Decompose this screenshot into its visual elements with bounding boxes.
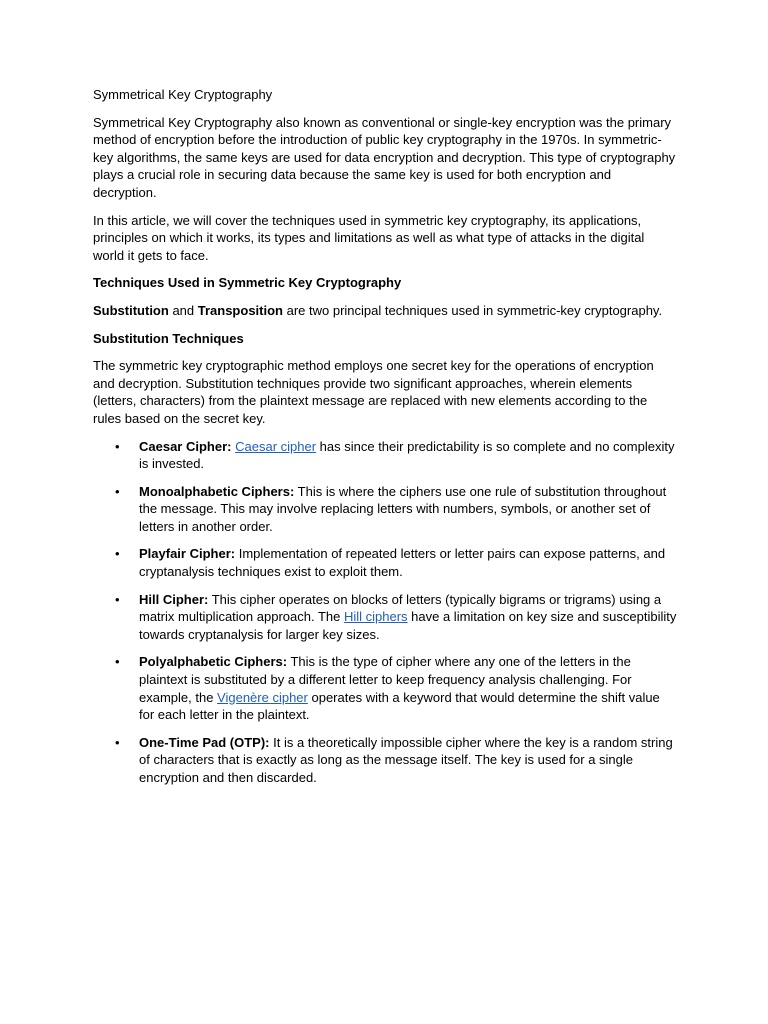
list-item-one-time-pad xyxy=(93,734,677,787)
list-item-playfair xyxy=(93,545,677,580)
document-page xyxy=(93,86,677,797)
playfair-label: Playfair Cipher: xyxy=(139,546,236,562)
cipher-list xyxy=(93,438,677,787)
hill-text-after: have a limitation on key size and susceptibility towards cryptanalysis for larger key sizes. xyxy=(139,609,677,642)
monoalphabetic-text: This is where the ciphers use one rule of substitution throughout the message. This may involve replacing letters with numbers, symbols, or another set of letters in another order. xyxy=(139,483,667,534)
transposition-term: Transposition xyxy=(197,302,283,318)
hill-text-before: This cipher operates on blocks of letters (typically bigrams or trigrams) using a matrix multiplication approach. The xyxy=(139,591,662,625)
techniques-rest-text: are two principal techniques used in symmetric-key cryptography. xyxy=(282,302,663,318)
techniques-paragraph xyxy=(93,302,677,320)
substitution-paragraph: The symmetric key cryptographic method employs one secret key for the operations of encryption and decryption. Substitution techniques provide two significant approaches, wherein elements (letters, characters) from the plaintext message are replaced with new elements according to the rules based on the secret key. xyxy=(93,358,654,426)
polyalphabetic-text-after: operates with a keyword that would determine the shift value for each letter in the plaintext. xyxy=(139,689,660,723)
polyalphabetic-text-before: This is the type of cipher where any one of the letters in the plaintext is substituted by a different letter to keep frequency analysis challenging. For example, the xyxy=(139,654,632,705)
list-item-hill xyxy=(93,591,677,644)
hill-ciphers-link[interactable]: Hill ciphers xyxy=(343,609,408,625)
caesar-cipher-link[interactable]: Caesar cipher xyxy=(235,438,317,454)
one-time-pad-text: It is a theoretically impossible cipher where the key is a random string of characters that is exactly as long as the message itself. The key is used for a single encryption and then discarded. xyxy=(139,734,673,785)
polyalphabetic-label: Polyalphabetic Ciphers: xyxy=(139,654,288,670)
bullet-icon: • xyxy=(115,546,120,562)
techniques-heading: Techniques Used in Symmetric Key Cryptography xyxy=(93,275,402,291)
substitution-term: Substitution xyxy=(93,302,169,318)
monoalphabetic-label: Monoalphabetic Ciphers: xyxy=(139,483,295,499)
list-item-monoalphabetic xyxy=(93,483,677,536)
caesar-text: has since their predictability is so complete and no complexity is invested. xyxy=(139,438,675,472)
hill-label: Hill Cipher: xyxy=(139,591,209,607)
substitution-heading: Substitution Techniques xyxy=(93,330,244,346)
bullet-icon: • xyxy=(115,438,120,454)
caesar-label: Caesar Cipher: xyxy=(139,438,232,454)
vigenere-cipher-link[interactable]: Vigenère cipher xyxy=(217,689,308,705)
playfair-text: Implementation of repeated letters or letter pairs can expose patterns, and cryptanalysis techniques exist to exploit them. xyxy=(139,546,666,580)
bullet-icon: • xyxy=(115,591,120,607)
and-text: and xyxy=(168,302,198,318)
bullet-icon: • xyxy=(115,483,120,499)
list-item-polyalphabetic xyxy=(93,653,677,723)
list-item-caesar xyxy=(93,438,677,473)
intro-paragraph-1: Symmetrical Key Cryptography also known as conventional or single-key encryption was the primary method of encryption before the introduction of public key cryptography in the 1970s. In symmetric-key algorithms, the same keys are used for data encryption and decryption. This type of cryptography plays a crucial role in securing data because the same key is used for both encryption and decryption. xyxy=(93,114,676,200)
intro-paragraph-2: In this article, we will cover the techniques used in symmetric key cryptography, its applications, principles on which it works, its types and limitations as well as what type of attacks in the digital world it gets to face. xyxy=(93,212,645,263)
bullet-icon: • xyxy=(115,654,120,670)
document-title: Symmetrical Key Cryptography xyxy=(93,87,273,102)
bullet-icon: • xyxy=(115,734,120,750)
one-time-pad-label: One-Time Pad (OTP): xyxy=(139,734,270,750)
